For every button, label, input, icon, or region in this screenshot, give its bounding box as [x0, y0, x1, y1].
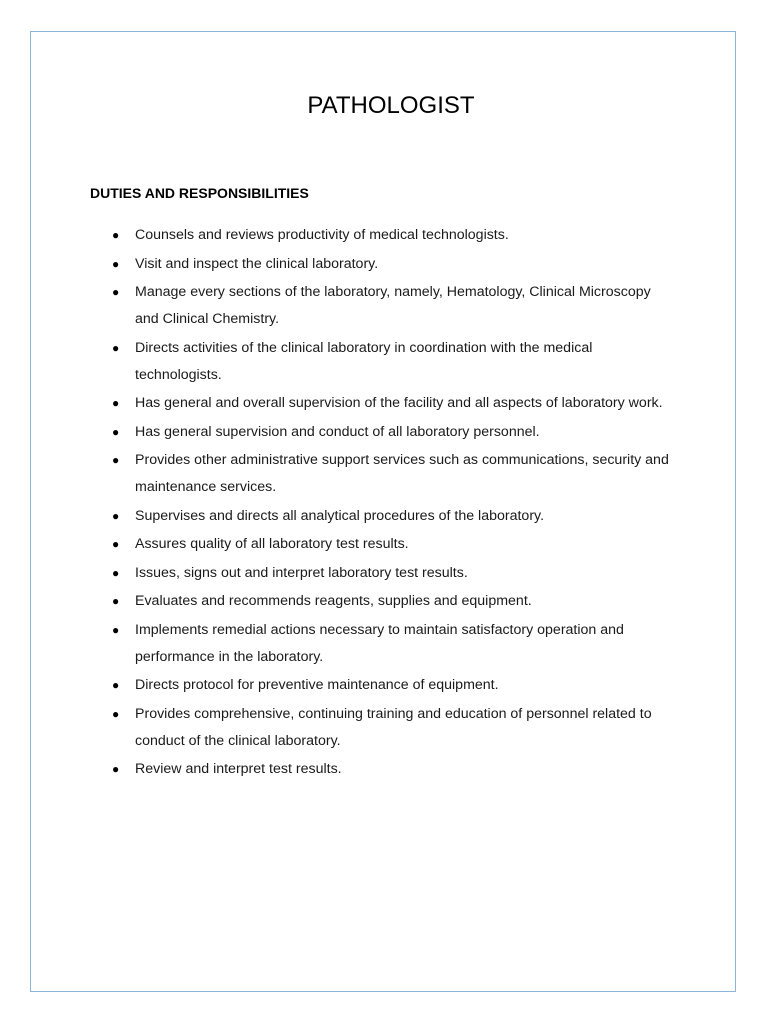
duty-text: Evaluates and recommends reagents, supplies and equipment. [135, 593, 532, 609]
list-item [0, 672, 768, 699]
duty-text: Counsels and reviews productivity of medical technologists. [135, 227, 509, 243]
list-item [0, 222, 768, 249]
list-item [0, 419, 768, 446]
bullet-icon: ● [112, 508, 120, 523]
bullet-icon: ● [112, 565, 120, 580]
page-title: PATHOLOGIST [307, 92, 475, 119]
list-item [0, 335, 768, 389]
duty-text: Has general and overall supervision of the facility and all aspects of laboratory work. [135, 395, 663, 411]
list-item [0, 701, 768, 755]
duty-text: Has general supervision and conduct of all laboratory personnel. [135, 423, 540, 440]
list-item [0, 617, 768, 671]
list-item [0, 560, 768, 587]
duties-list [0, 222, 768, 785]
bullet-icon: ● [112, 453, 120, 467]
duty-text: Directs protocol for preventive maintenance of equipment. [135, 677, 499, 693]
list-item [0, 756, 768, 783]
list-item [0, 279, 768, 333]
bullet-icon: ● [112, 537, 120, 551]
duty-text: Manage every sections of the laboratory, namely, Hematology, Clinical Microscopy and Clinical Chemistry. [135, 284, 651, 327]
list-item [0, 531, 768, 558]
bullet-icon: ● [112, 256, 120, 271]
duty-text: Provides comprehensive, continuing training and education of personnel related to conduct of the clinical laboratory. [135, 705, 652, 749]
bullet-icon: ● [112, 228, 120, 242]
bullet-icon: ● [112, 340, 120, 355]
duty-text: Issues, signs out and interpret laboratory test results. [135, 564, 468, 581]
bullet-icon: ● [112, 396, 120, 410]
list-item [0, 390, 768, 417]
duty-text: Implements remedial actions necessary to maintain satisfactory operation and performance in the laboratory. [135, 621, 624, 665]
duty-text: Directs activities of the clinical laboratory in coordination with the medical technologists. [135, 339, 593, 383]
bullet-icon: ● [112, 285, 120, 299]
bullet-icon: ● [112, 762, 120, 776]
section-heading: DUTIES AND RESPONSIBILITIES [90, 185, 309, 201]
bullet-icon: ● [112, 594, 120, 608]
list-item [0, 251, 768, 278]
duty-text: Review and interpret test results. [135, 761, 342, 777]
list-item [0, 588, 768, 615]
duty-text: Supervises and directs all analytical procedures of the laboratory. [135, 507, 545, 524]
duty-text: Provides other administrative support services such as communications, security and maintenance services. [135, 452, 669, 495]
bullet-icon: ● [112, 622, 120, 637]
bullet-icon: ● [112, 678, 120, 692]
duty-text: Assures quality of all laboratory test results. [135, 536, 409, 552]
list-item [0, 503, 768, 530]
bullet-icon: ● [112, 706, 120, 721]
list-item [0, 447, 768, 501]
bullet-icon: ● [112, 424, 120, 439]
duty-text: Visit and inspect the clinical laboratory. [135, 255, 379, 272]
